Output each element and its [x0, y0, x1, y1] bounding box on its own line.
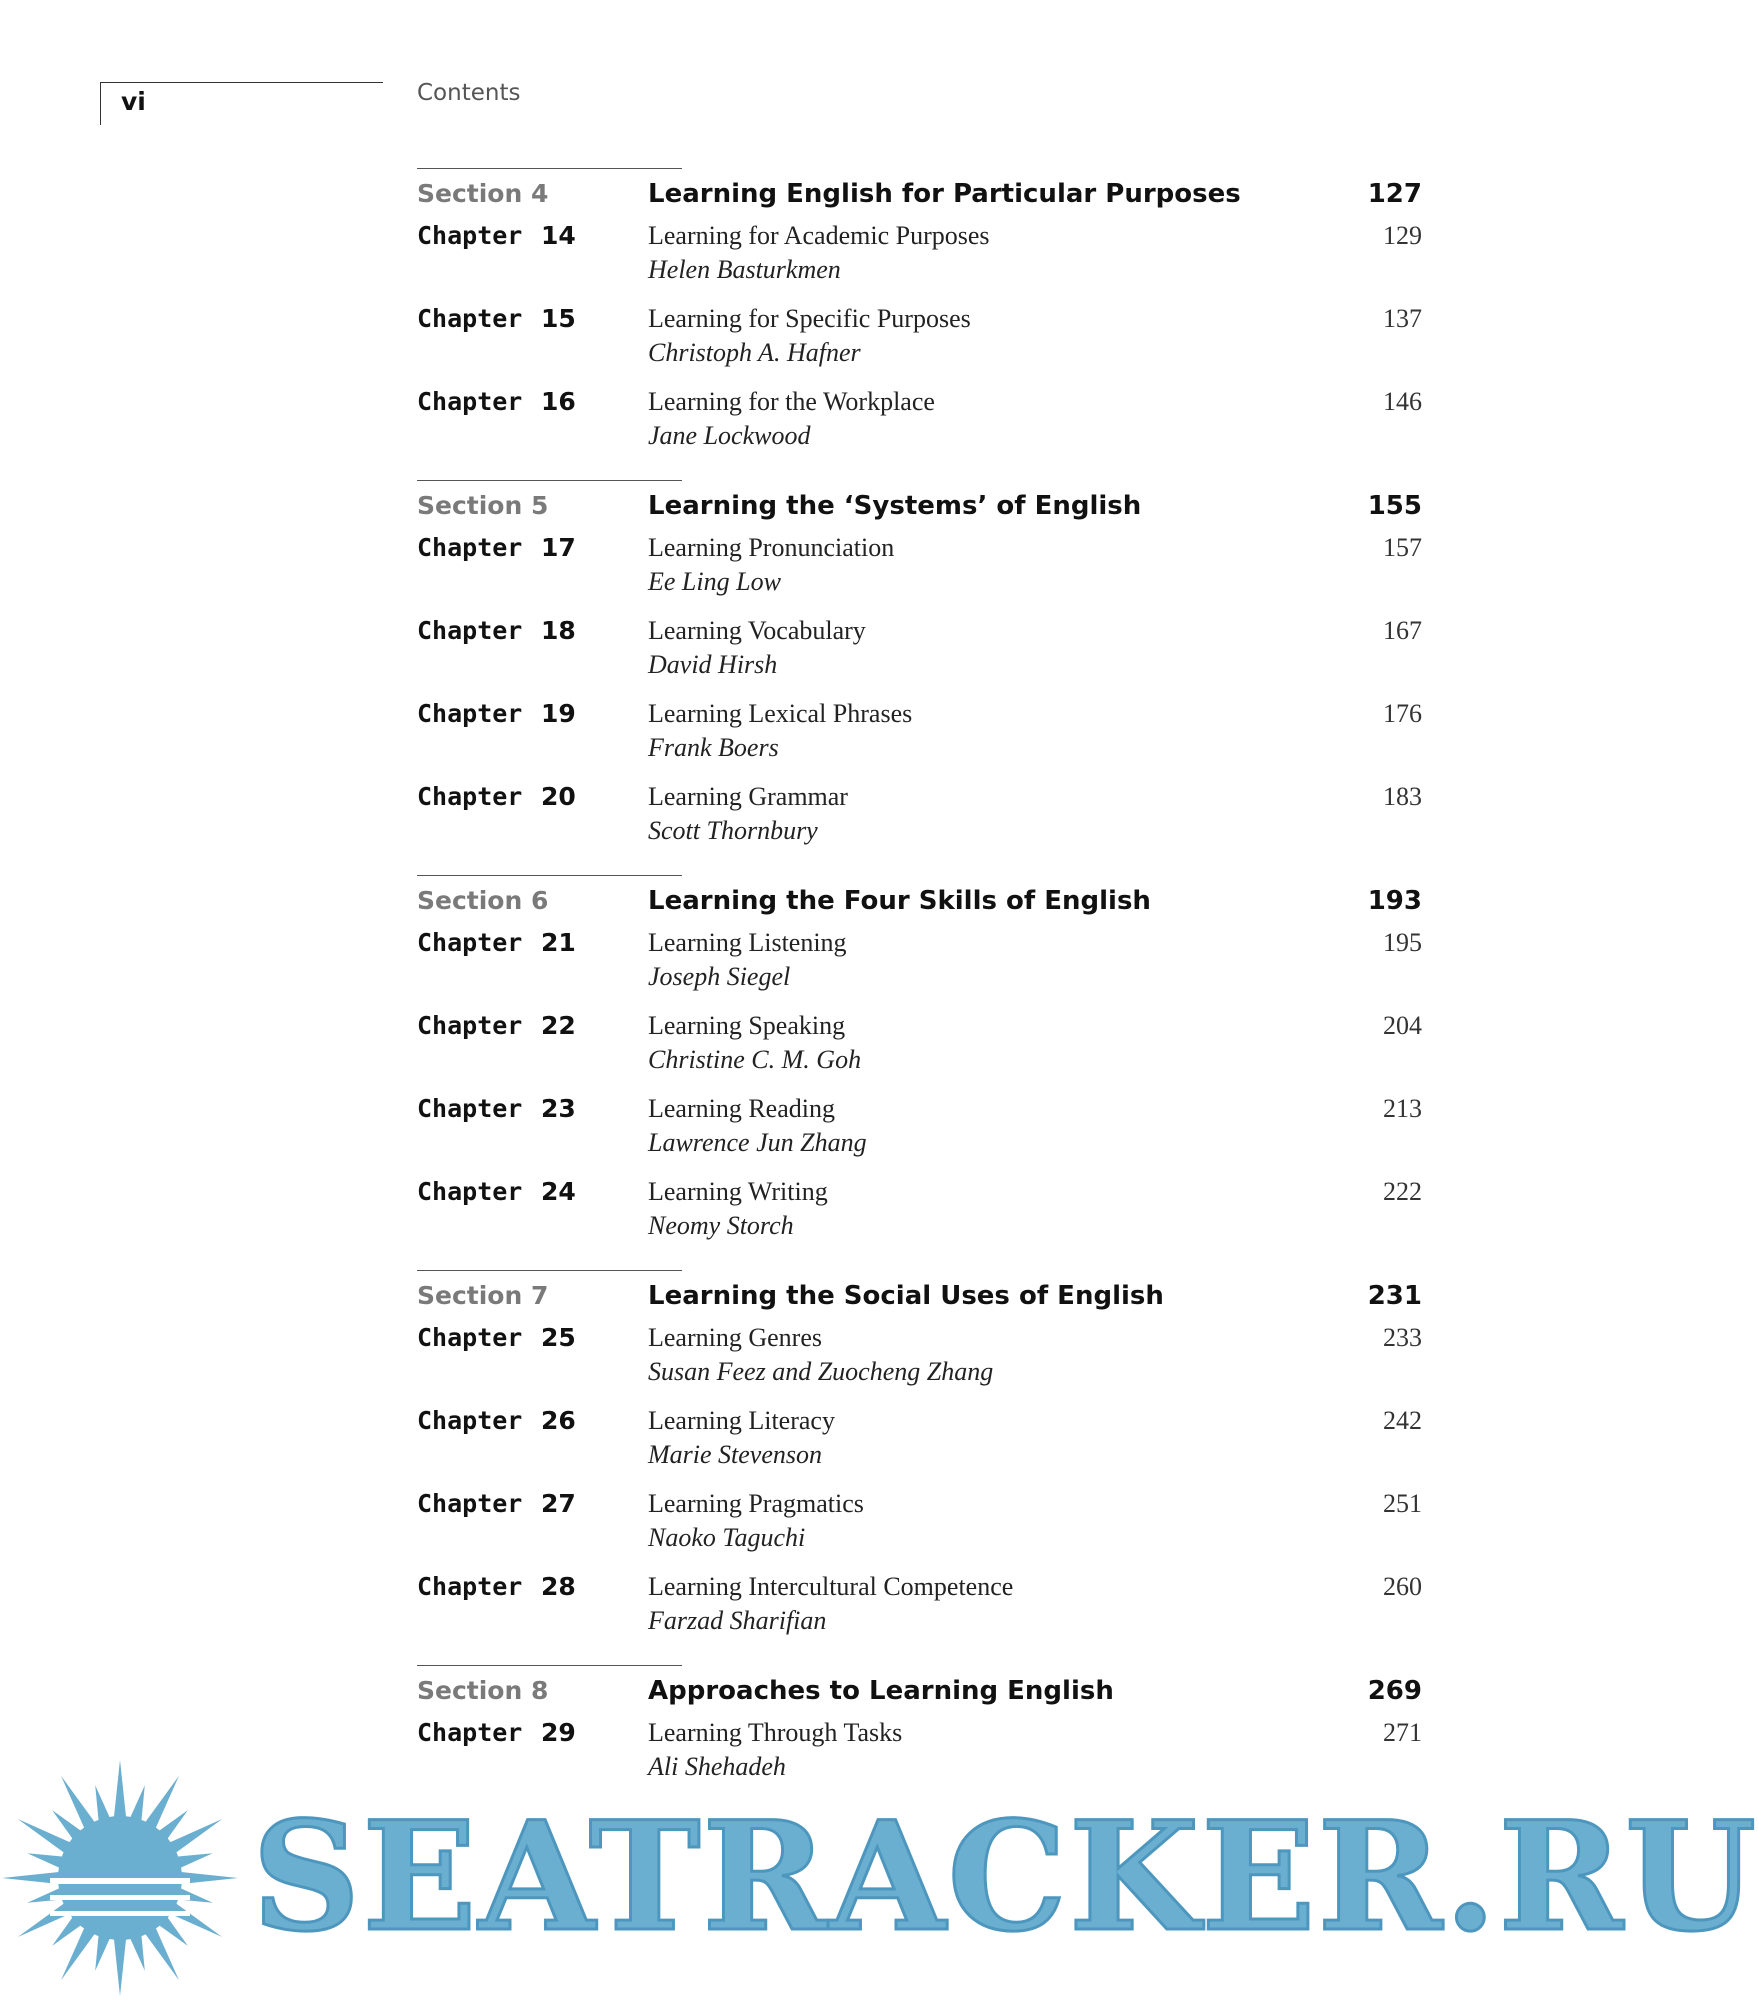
chapter-page-number: 129 [1383, 221, 1422, 250]
chapter-title: Learning Through Tasks [648, 1718, 903, 1747]
chapter-author: Susan Feez and Zuocheng Zhang [648, 1357, 994, 1386]
chapter-title: Learning Literacy [648, 1406, 835, 1435]
section-heading-row [417, 1666, 1422, 1712]
chapter-number: 23 [541, 1094, 576, 1123]
chapter-title: Learning for the Workplace [648, 387, 935, 416]
chapter-entry [417, 1088, 1422, 1171]
section-title: Learning the Social Uses of English [648, 1281, 1164, 1311]
chapter-label: Chapter [417, 699, 523, 728]
chapter-entry [417, 298, 1422, 381]
chapter-entry [417, 610, 1422, 693]
table-of-contents [417, 168, 1422, 1811]
toc-section [417, 480, 1422, 859]
section-page-number: 231 [1367, 1281, 1422, 1311]
chapter-entry [417, 776, 1422, 859]
chapter-author: Marie Stevenson [648, 1440, 823, 1469]
chapter-page-number: 146 [1383, 387, 1422, 416]
chapter-page-number: 251 [1383, 1489, 1422, 1518]
chapter-number: 14 [541, 221, 576, 250]
page-number: vi [121, 87, 146, 116]
chapter-title: Learning Vocabulary [648, 616, 866, 645]
chapter-title: Learning Speaking [648, 1011, 846, 1040]
chapter-author: Scott Thornbury [648, 816, 818, 845]
chapter-page-number: 213 [1383, 1094, 1422, 1123]
sun-icon [0, 1755, 250, 2001]
watermark [0, 1755, 1758, 2001]
chapter-label: Chapter [417, 1572, 523, 1601]
chapter-title: Learning Pragmatics [648, 1489, 864, 1518]
section-label: Section 4 [417, 179, 549, 208]
chapter-entry [417, 215, 1422, 298]
chapter-title: Learning Genres [648, 1323, 822, 1352]
chapter-page-number: 137 [1383, 304, 1422, 333]
chapter-page-number: 195 [1383, 928, 1422, 957]
running-head: Contents [417, 80, 521, 106]
folio-box [100, 82, 383, 125]
chapter-title: Learning Writing [648, 1177, 828, 1206]
section-page-number: 269 [1367, 1676, 1422, 1706]
chapter-author: Ali Shehadeh [648, 1752, 786, 1781]
section-label: Section 6 [417, 886, 549, 915]
chapter-author: Christoph A. Hafner [648, 338, 861, 367]
section-label: Section 5 [417, 491, 549, 520]
toc-section [417, 168, 1422, 464]
chapter-author: Lawrence Jun Zhang [648, 1128, 867, 1157]
chapter-page-number: 222 [1383, 1177, 1422, 1206]
chapter-label: Chapter [417, 221, 523, 250]
chapter-entry [417, 1566, 1422, 1649]
chapter-title: Learning Grammar [648, 782, 848, 811]
chapter-label: Chapter [417, 1406, 523, 1435]
chapter-number: 28 [541, 1572, 576, 1601]
chapter-entry [417, 1171, 1422, 1254]
section-heading-row [417, 1271, 1422, 1317]
chapter-number: 29 [541, 1718, 576, 1747]
chapter-title: Learning Intercultural Competence [648, 1572, 1014, 1601]
chapter-label: Chapter [417, 1718, 523, 1747]
chapter-label: Chapter [417, 1323, 523, 1352]
chapter-page-number: 183 [1383, 782, 1422, 811]
page-header [0, 0, 1599, 140]
chapter-number: 24 [541, 1177, 576, 1206]
chapter-author: Farzad Sharifian [648, 1606, 827, 1635]
chapter-label: Chapter [417, 1489, 523, 1518]
chapter-entry [417, 1483, 1422, 1566]
chapter-number: 15 [541, 304, 576, 333]
chapter-page-number: 242 [1383, 1406, 1422, 1435]
chapter-page-number: 204 [1383, 1011, 1422, 1040]
chapter-page-number: 260 [1383, 1572, 1422, 1601]
section-title: Learning the ‘Systems’ of English [648, 491, 1142, 521]
chapter-author: Frank Boers [648, 733, 779, 762]
chapter-number: 18 [541, 616, 576, 645]
chapter-author: Naoko Taguchi [648, 1523, 806, 1552]
chapter-number: 26 [541, 1406, 576, 1435]
watermark-text: SEATRACKER.RU [252, 1789, 1758, 1965]
chapter-label: Chapter [417, 533, 523, 562]
chapter-label: Chapter [417, 1177, 523, 1206]
chapter-number: 20 [541, 782, 576, 811]
chapter-number: 17 [541, 533, 576, 562]
section-page-number: 155 [1367, 491, 1422, 521]
chapter-label: Chapter [417, 782, 523, 811]
chapter-entry [417, 381, 1422, 464]
chapter-label: Chapter [417, 387, 523, 416]
chapter-author: Ee Ling Low [648, 567, 781, 596]
chapter-label: Chapter [417, 304, 523, 333]
chapter-number: 27 [541, 1489, 576, 1518]
chapter-entry [417, 922, 1422, 1005]
chapter-label: Chapter [417, 1094, 523, 1123]
chapter-number: 16 [541, 387, 576, 416]
toc-section [417, 1270, 1422, 1649]
chapter-number: 19 [541, 699, 576, 728]
chapter-number: 22 [541, 1011, 576, 1040]
section-title: Learning the Four Skills of English [648, 886, 1151, 916]
chapter-number: 25 [541, 1323, 576, 1352]
chapter-page-number: 167 [1383, 616, 1422, 645]
chapter-author: Neomy Storch [648, 1211, 794, 1240]
toc-section [417, 875, 1422, 1254]
section-page-number: 193 [1367, 886, 1422, 916]
section-label: Section 8 [417, 1676, 549, 1705]
chapter-page-number: 233 [1383, 1323, 1422, 1352]
section-title: Approaches to Learning English [648, 1676, 1114, 1706]
chapter-author: Helen Basturkmen [648, 255, 841, 284]
section-label: Section 7 [417, 1281, 549, 1310]
chapter-title: Learning Lexical Phrases [648, 699, 913, 728]
chapter-author: David Hirsh [648, 650, 778, 679]
chapter-entry [417, 527, 1422, 610]
section-heading-row [417, 876, 1422, 922]
chapter-author: Joseph Siegel [648, 962, 791, 991]
section-page-number: 127 [1367, 179, 1422, 209]
chapter-entry [417, 1317, 1422, 1400]
chapter-label: Chapter [417, 1011, 523, 1040]
section-title: Learning English for Particular Purposes [648, 179, 1241, 209]
chapter-title: Learning Pronunciation [648, 533, 895, 562]
chapter-title: Learning Listening [648, 928, 847, 957]
chapter-number: 21 [541, 928, 576, 957]
section-heading-row [417, 481, 1422, 527]
chapter-entry [417, 693, 1422, 776]
chapter-title: Learning Reading [648, 1094, 835, 1123]
chapter-entry [417, 1005, 1422, 1088]
chapter-label: Chapter [417, 616, 523, 645]
chapter-title: Learning for Academic Purposes [648, 221, 990, 250]
chapter-page-number: 271 [1383, 1718, 1422, 1747]
chapter-author: Jane Lockwood [648, 421, 811, 450]
chapter-title: Learning for Specific Purposes [648, 304, 971, 333]
chapter-page-number: 157 [1383, 533, 1422, 562]
chapter-label: Chapter [417, 928, 523, 957]
chapter-author: Christine C. M. Goh [648, 1045, 862, 1074]
chapter-entry [417, 1400, 1422, 1483]
chapter-page-number: 176 [1383, 699, 1422, 728]
section-heading-row [417, 169, 1422, 215]
